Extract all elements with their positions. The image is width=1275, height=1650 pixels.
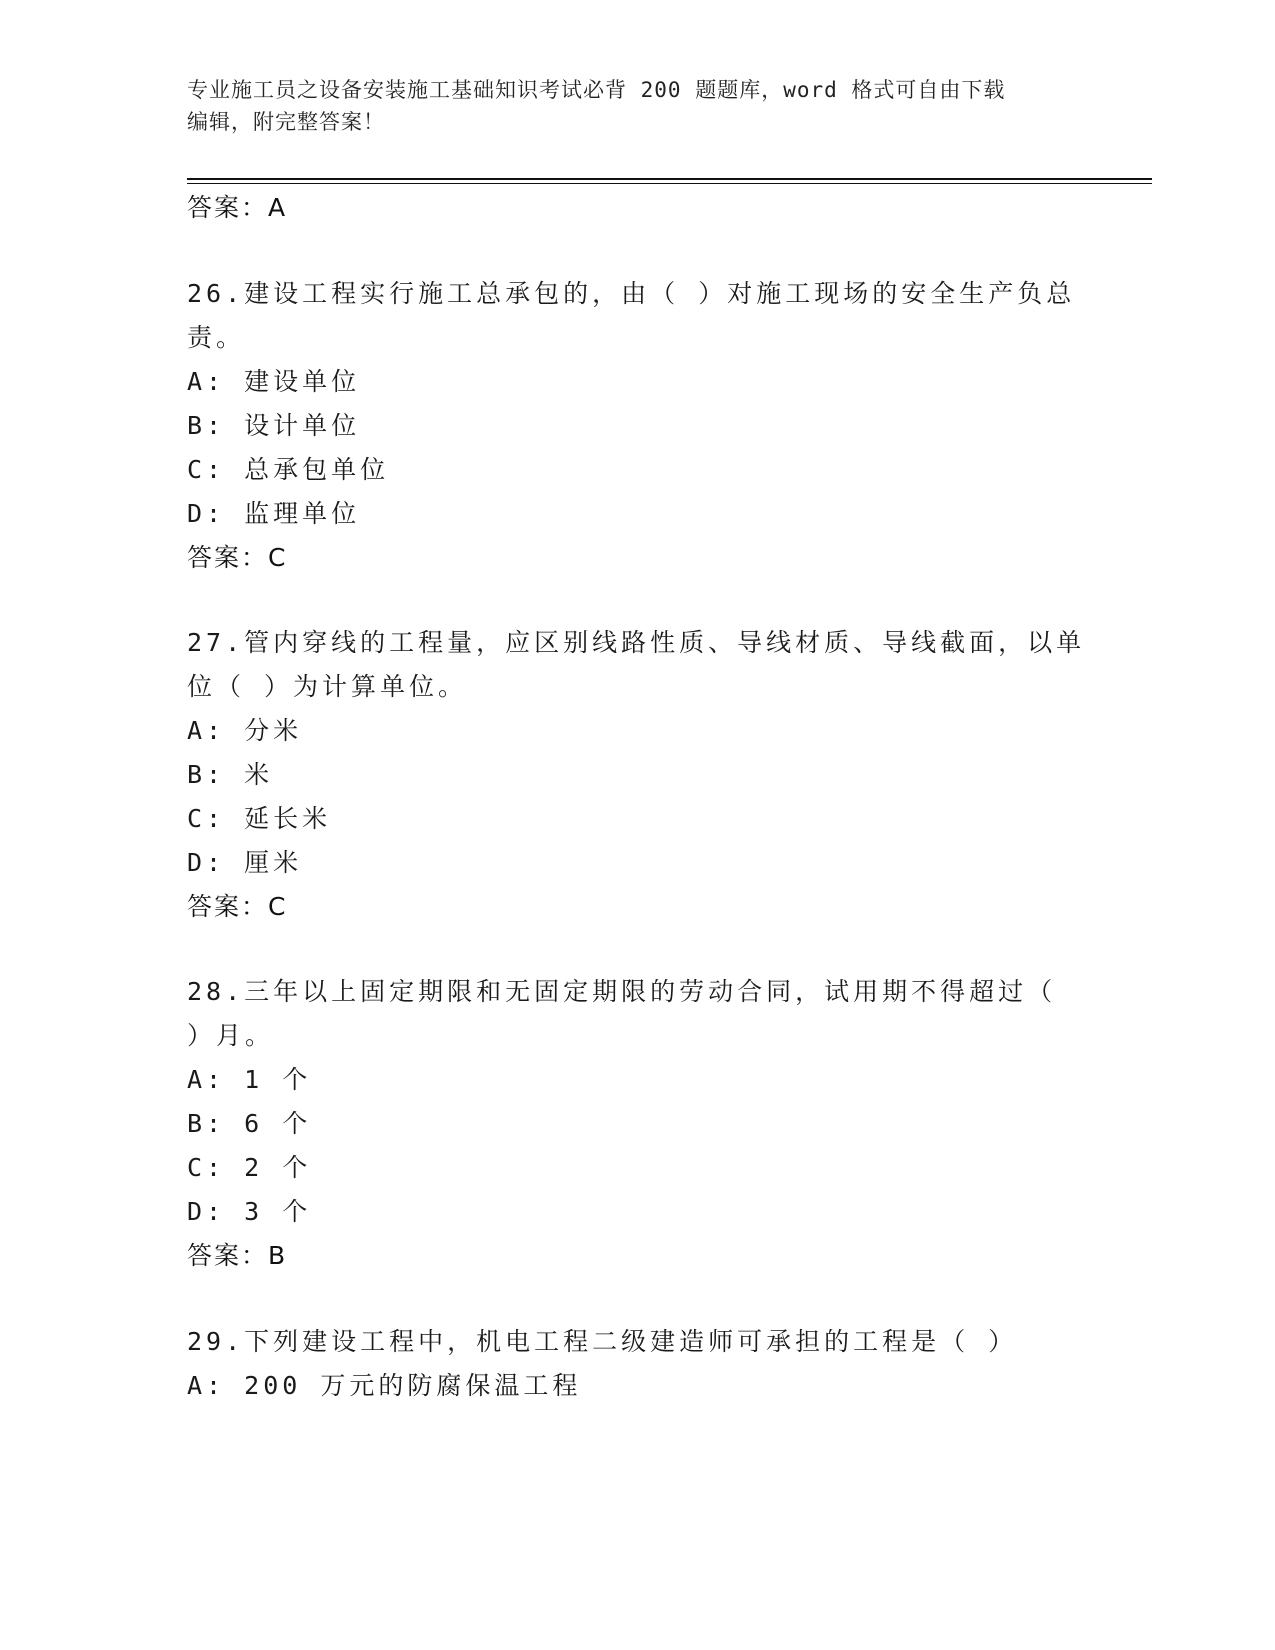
question-26-stem-line-1: 26.建设工程实行施工总承包的，由（ ）对施工现场的安全生产负总: [187, 279, 1076, 308]
question-28-stem-line-1: 28.三年以上固定期限和无固定期限的劳动合同，试用期不得超过（: [187, 977, 1057, 1006]
question-29-stem-line-1: 29.下列建设工程中，机电工程二级建造师可承担的工程是（ ）: [187, 1327, 1018, 1356]
question-27-stem-line-1: 27.管内穿线的工程量，应区别线路性质、导线材质、导线截面，以单: [187, 628, 1086, 657]
question-26-option-a: A: 建设单位: [187, 367, 361, 396]
question-27-answer: 答案：C: [187, 892, 288, 921]
question-27-option-b: B: 米: [187, 760, 274, 789]
question-26-option-c: C: 总承包单位: [187, 455, 390, 484]
question-26-answer: 答案：C: [187, 543, 288, 572]
question-28-option-c: C: 2 个: [187, 1153, 312, 1182]
question-26-option-d: D: 监理单位: [187, 499, 361, 528]
question-27-option-a: A: 分米: [187, 716, 303, 745]
header-divider-thick: [187, 178, 1152, 180]
answer-previous: 答案：A: [187, 193, 288, 222]
question-28-option-d: D: 3 个: [187, 1197, 312, 1226]
header-divider-thin: [187, 183, 1152, 184]
question-27-stem-line-2: 位（ ）为计算单位。: [187, 672, 468, 701]
question-28-option-a: A: 1 个: [187, 1065, 312, 1094]
question-28-option-b: B: 6 个: [187, 1109, 312, 1138]
header-title-line-2: 编辑，附完整答案！: [187, 110, 385, 134]
question-26-option-b: B: 设计单位: [187, 411, 361, 440]
question-28-answer: 答案：B: [187, 1241, 288, 1270]
question-29-option-a: A: 200 万元的防腐保温工程: [187, 1371, 582, 1400]
document-header: [187, 74, 1087, 138]
question-26-stem-line-2: 责。: [187, 323, 246, 352]
question-27-option-c: C: 延长米: [187, 804, 332, 833]
question-28-stem-line-2: ）月。: [187, 1021, 275, 1050]
question-27-option-d: D: 厘米: [187, 848, 303, 877]
header-title-line-1: 专业施工员之设备安装施工基础知识考试必背 200 题题库，word 格式可自由下载: [187, 78, 1006, 102]
